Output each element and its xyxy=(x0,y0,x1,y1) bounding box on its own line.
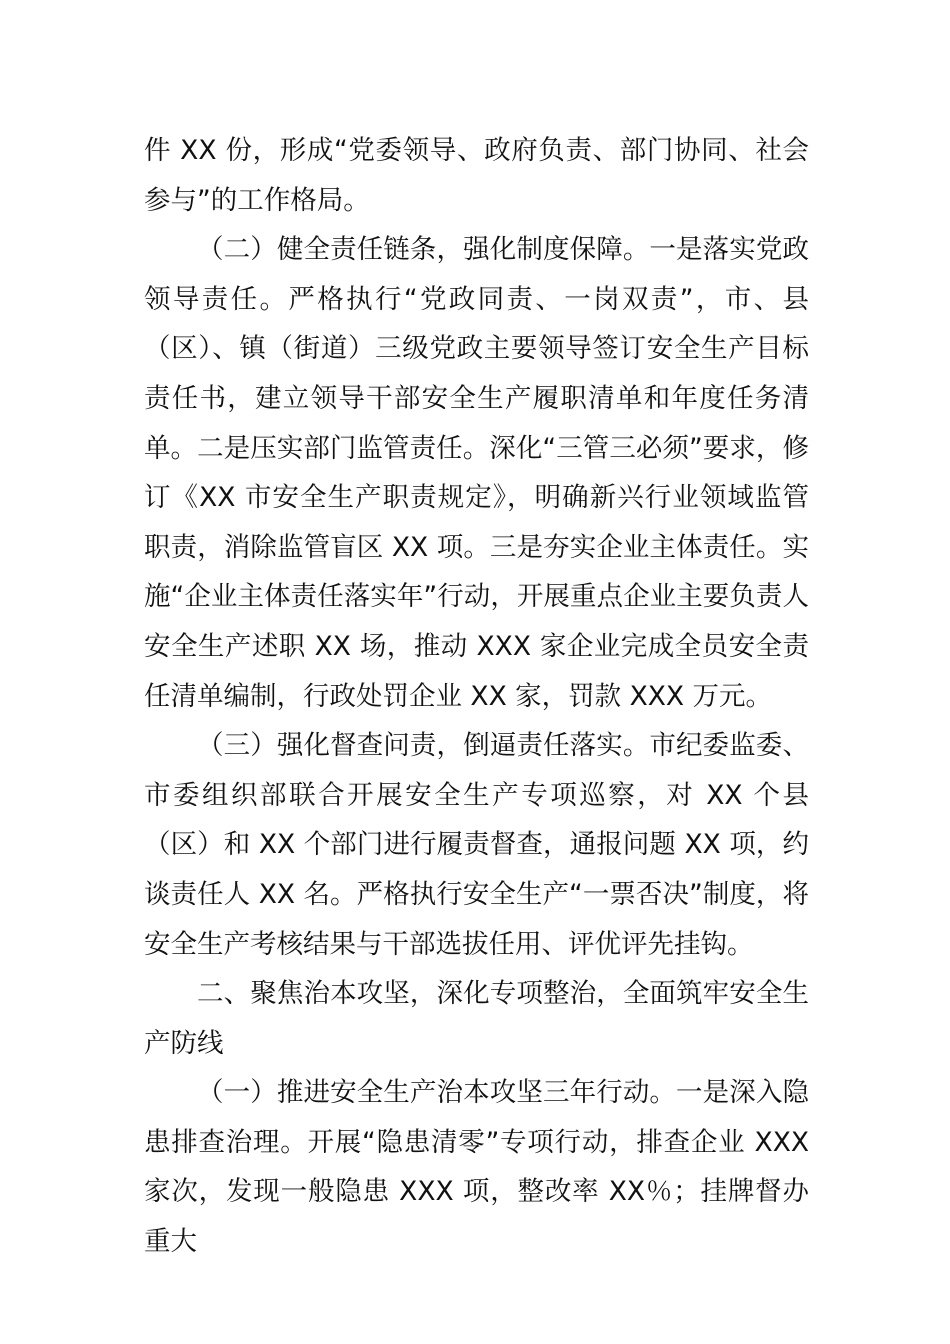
paragraph-three-year-action: （一）推进安全生产治本攻坚三年行动。一是深入隐患排查治理。开展“隐患清零”专项行动，排查企业 XXX 家次，发现一般隐患 XXX 项，整改率 XX％；挂牌督办重大 xyxy=(144,1077,809,1258)
paragraph-continuation: 件 XX 份，形成“党委领导、政府负责、部门协同、社会参与”的工作格局。 xyxy=(144,135,809,216)
paragraph-responsibility-chain: （二）健全责任链条，强化制度保障。一是落实党政领导责任。严格执行“党政同责、一岗双责”，市、县（区）、镇（街道）三级党政主要领导签订安全生产目标责任书，建立领导干部安全生产履职清单和年度任务清单。二是压实部门监管责任。深化“三管三必须”要求，修订《XX 市安全生产职责规定》，明确新兴行业领域监管职责，消除监管盲区 XX 项。三是夯实企业主体责任。实施“企业主体责任落实年”行动，开展重点企业主要负责人安全生产述职 XX 场，推动 XXX 家企业完成全员安全责任清单编制，行政处罚企业 XX 家，罚款 XXX 万元。 xyxy=(144,234,809,712)
paragraph-supervision-accountability: （三）强化督查问责，倒逼责任落实。市纪委监委、市委组织部联合开展安全生产专项巡察，对 XX 个县（区）和 XX 个部门进行履责督查，通报问题 XX 项，约谈责任人 XX 名。严格执行安全生产“一票否决”制度，将安全生产考核结果与干部选拔任用、评优评先挂钩。 xyxy=(144,730,809,960)
section-heading: 二、聚焦治本攻坚，深化专项整治，全面筑牢安全生产防线 xyxy=(144,978,809,1059)
document-body xyxy=(144,126,809,1267)
